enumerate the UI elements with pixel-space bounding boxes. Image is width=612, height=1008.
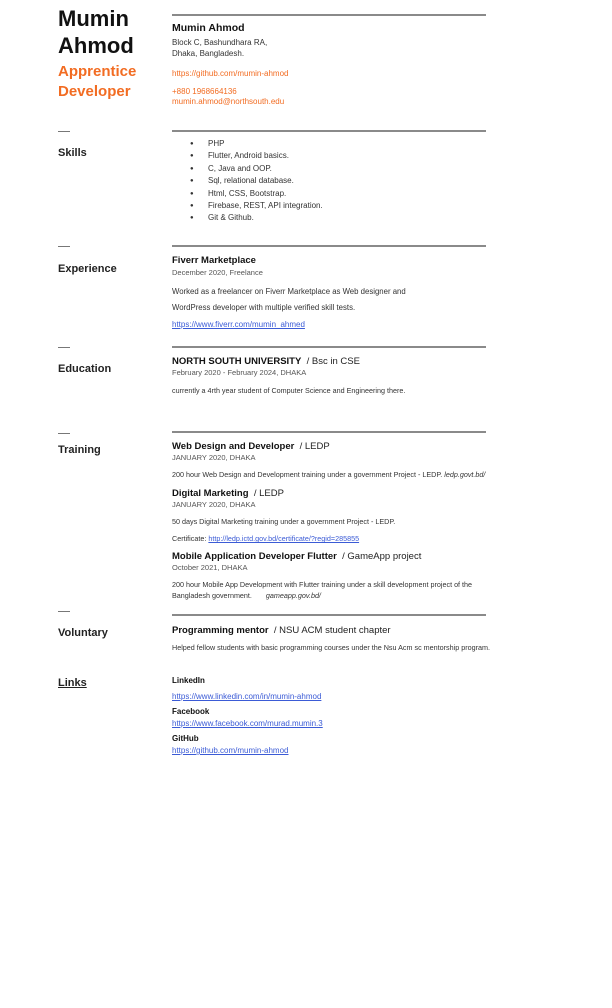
candidate-role [58,62,136,102]
contact-rule [172,14,486,16]
link-label: Facebook [172,707,210,716]
training-item [172,488,552,544]
link-label: LinkedIn [172,676,205,685]
contact-name: Mumin Ahmod [172,22,245,34]
link-item [172,676,323,701]
education-dash [58,347,70,348]
training-meta: October 2021, DHAKA [172,563,248,572]
training-list [172,441,552,601]
degree: / Bsc in CSE [306,356,360,367]
training-meta: JANUARY 2020, DHAKA [172,453,256,462]
skill-item: ● Html, CSS, Bootstrap. [190,188,323,200]
voluntary-entry [172,625,490,653]
training-dash [58,433,70,434]
links-heading[interactable]: Links [58,677,87,689]
education-entry [172,356,405,396]
training-item [172,441,552,480]
school-name: NORTH SOUTH UNIVERSITY [172,356,302,367]
experience-heading: Experience [58,263,117,275]
github-link[interactable]: https://github.com/mumin-ahmod [172,69,289,78]
training-meta: JANUARY 2020, DHAKA [172,500,256,509]
training-title: Web Design and Developer [172,441,295,452]
certificate-link[interactable]: http://ledp.ictd.gov.bd/certificate/?regid=285855 [208,534,360,543]
experience-title: Fiverr Marketplace [172,255,256,266]
address-line-2: Dhaka, Bangladesh. [172,49,245,58]
experience-desc-2: WordPress developer with multiple verified skill tests. [172,303,356,312]
experience-dash [58,246,70,247]
role-line-2: Developer [58,83,131,100]
candidate-name [58,5,134,59]
last-name: Ahmod [58,33,134,58]
training-org: / GameApp project [342,551,422,562]
certificate-label: Certificate: [172,534,207,543]
phone-number[interactable]: +880 1968664136 [172,87,237,96]
training-desc: 50 days Digital Marketing training under a government Project - LEDP. [172,517,396,526]
voluntary-desc: Helped fellow students with basic programming courses under the Nsu Acm sc mentorship program. [172,643,490,652]
voluntary-heading: Voluntary [58,627,108,639]
education-heading: Education [58,363,112,375]
experience-rule [172,245,486,247]
training-title: Digital Marketing [172,488,249,499]
training-desc: 200 hour Web Design and Development training under a government Project - LEDP. [172,470,443,479]
role-line-1: Apprentice [58,63,137,80]
education-desc: currently a 4rth year student of Computer Science and Engineering there. [172,386,406,395]
link-item [172,707,323,728]
skill-item: ● Sql, relational database. [190,175,323,187]
education-rule [172,346,486,348]
facebook-link[interactable]: https://www.facebook.com/murad.mumin.3 [172,719,323,728]
skill-item: ● Flutter, Android basics. [190,150,323,162]
experience-meta: December 2020, Freelance [172,268,263,277]
email-link[interactable]: mumin.ahmod@northsouth.edu [172,97,285,106]
experience-entry [172,255,406,329]
training-title: Mobile Application Developer Flutter [172,551,337,562]
contact-block [172,22,289,106]
training-note: ledp.govt.bd/ [444,470,486,479]
training-org: / LEDP [253,488,284,499]
voluntary-title: Programming mentor [172,625,269,636]
training-rule [172,431,486,433]
skills-heading: Skills [58,147,87,159]
linkedin-link[interactable]: https://www.linkedin.com/in/mumin-ahmod [172,692,322,701]
links-list [172,676,323,755]
voluntary-dash [58,611,70,612]
training-note: gameapp.gov.bd/ [265,591,321,600]
skill-item: ● Git & Github. [190,212,323,224]
voluntary-org: / NSU ACM student chapter [273,625,391,636]
fiverr-link[interactable]: https://www.fiverr.com/mumin_ahmed [172,320,305,329]
address-line-1: Block C, Bashundhara RA, [172,38,268,47]
link-item [172,734,323,755]
link-label: GitHub [172,734,199,743]
training-org: / LEDP [299,441,330,452]
education-meta: February 2020 - February 2024, DHAKA [172,368,307,377]
training-desc-1: 200 hour Mobile App Development with Flutter training under a skill development project of the [172,580,473,589]
skills-dash [58,131,70,132]
skill-item: ● Firebase, REST, API integration. [190,200,323,212]
experience-desc-1: Worked as a freelancer on Fiverr Marketplace as Web designer and [172,287,406,296]
first-name: Mumin [58,6,129,31]
github-profile-link[interactable]: https://github.com/mumin-ahmod [172,746,289,755]
training-item [172,551,552,601]
voluntary-rule [172,614,486,616]
skills-rule [172,130,486,132]
training-heading: Training [58,444,101,456]
skill-item: ● C, Java and OOP. [190,163,323,175]
skills-list [190,138,323,225]
skill-item: ● PHP [190,138,323,150]
training-desc-2: Bangladesh government. [172,591,252,600]
